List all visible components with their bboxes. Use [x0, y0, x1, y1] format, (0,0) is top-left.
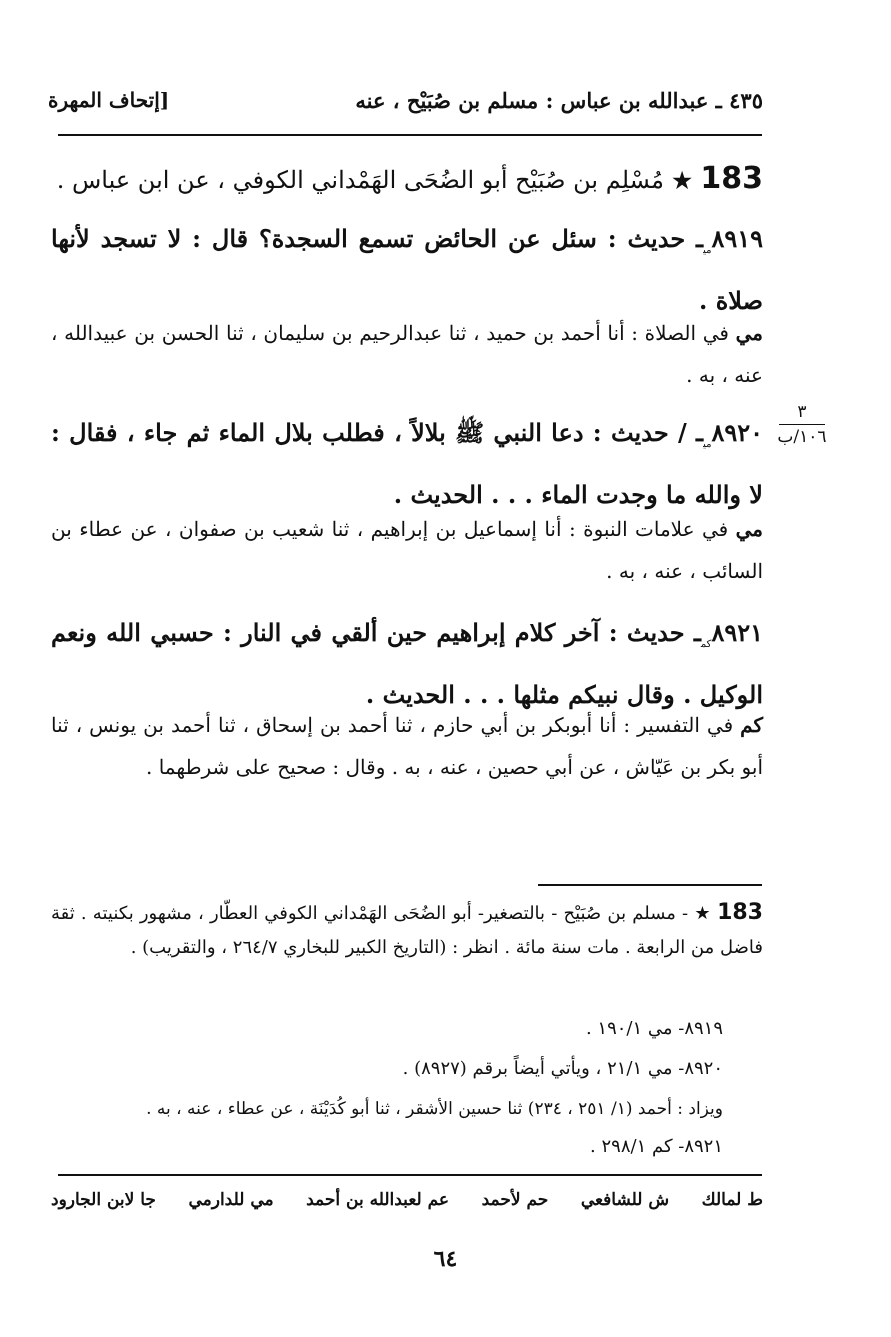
abbreviation-legend: [51, 1190, 763, 1210]
hadith-number: ٨٩٢٠: [711, 418, 763, 447]
source-paragraph: [51, 704, 763, 788]
star-icon: ★: [672, 168, 693, 194]
source-code: كم: [740, 713, 763, 737]
legend-item: جا لابن الجارود: [51, 1190, 156, 1210]
source-text: في الصلاة : أنا أحمد بن حميد ، ثنا عبدالرحيم بن سليمان ، ثنا الحسن بن عبيدالله ، عنه ، به .: [51, 321, 763, 387]
entry-code: كم: [700, 638, 712, 650]
hadith-text: ـ حديث : سئل عن الحائض تسمع السجدة؟ قال : لا تسجد لأنها صلاة .: [51, 224, 763, 315]
source-paragraph: [51, 312, 763, 396]
margin-ref-top: ٣: [797, 402, 807, 422]
legend-rule: [58, 1174, 762, 1176]
footnote-line: ويزاد : أحمد (١/ ٢٥١ ، ٢٣٤) ثنا حسين الأشقر ، ثنا أبو كُدَيْنَة ، عن عطاء ، عنه ، به .: [146, 1099, 723, 1119]
narrator-heading: [51, 154, 763, 206]
footnote-rule: [538, 884, 762, 886]
legend-item: ش للشافعي: [580, 1190, 670, 1210]
source-text: في علامات النبوة : أنا إسماعيل بن إبراهيم ، ثنا شعيب بن صفوان ، عن عطاء بن السائب ، عنه ، به .: [51, 517, 763, 583]
footnote-text: - مسلم بن صُبَيْح - بالتصغير- أبو الضُحَى الهَمْداني الكوفي العطّار ، مشهور بكنيته . ثقة فاضل من الرابعة . مات سنة مائة . انظر : (التاريخ الكبير للبخاري ٢٦٤/٧ ، والتقريب) .: [51, 903, 763, 958]
running-header-book: [إتحاف المهرة: [48, 88, 170, 112]
footnote-line: ٨٩٢١- كم ٢٩٨/١ .: [590, 1136, 723, 1157]
source-code: مي: [735, 321, 763, 345]
hadith-number: ٨٩٢١: [711, 618, 763, 647]
hadith-number: ٨٩١٩: [711, 224, 763, 253]
margin-reference: [773, 402, 831, 447]
source-paragraph: [51, 508, 763, 592]
margin-ref-bottom: ١٠٦/ب: [777, 427, 827, 447]
header-rule: [58, 134, 762, 136]
legend-item: حم لأحمد: [481, 1190, 549, 1210]
source-code: مي: [735, 517, 763, 541]
narrator-number: 183: [700, 161, 763, 196]
source-text: في التفسير : أنا أبوبكر بن أبي حازم ، ثنا أحمد بن إسحاق ، ثنا أحمد بن يونس ، ثنا أبو بكر بن عَيّاش ، عن أبي حصين ، عنه ، به . وقال : صحيح على شرطهما .: [51, 713, 763, 779]
margin-ref-rule: [779, 424, 825, 425]
entry-code: مي: [703, 244, 712, 256]
footnote-number: 183: [717, 900, 763, 925]
hadith-text: ـ حديث : آخر كلام إبراهيم حين ألقي في النار : حسبي الله ونعم الوكيل . وقال نبيكم مثلها . . . الحديث .: [51, 618, 763, 709]
entry-code: مي: [703, 438, 712, 450]
hadith-entry: [51, 408, 763, 520]
page-number: ٦٤: [433, 1246, 458, 1272]
hadith-entry: [51, 214, 763, 326]
footnote-line: ٨٩١٩- مي ١٩٠/١ .: [585, 1018, 723, 1039]
legend-item: ط لمالك: [701, 1190, 763, 1210]
running-header-title: ٤٣٥ ـ عبدالله بن عباس : مسلم بن صُبَيْح ، عنه: [355, 88, 763, 113]
hadith-text: ـ / حديث : دعا النبي ﷺ بلالاً ، فطلب بلال الماء ثم جاء ، فقال : لا والله ما وجدت الماء . . . الحديث .: [51, 418, 763, 509]
footnote-line: ٨٩٢٠- مي ٢١/١ ، ويأتي أيضاً برقم (٨٩٢٧) .: [402, 1058, 723, 1079]
legend-item: مي للدارمي: [188, 1190, 274, 1210]
star-icon: ★: [694, 903, 711, 924]
footnote-intro: [51, 896, 763, 965]
narrator-text: مُسْلِم بن صُبَيْح أبو الضُحَى الهَمْداني الكوفي ، عن ابن عباس .: [56, 166, 664, 194]
legend-item: عم لعبدالله بن أحمد: [306, 1190, 450, 1210]
